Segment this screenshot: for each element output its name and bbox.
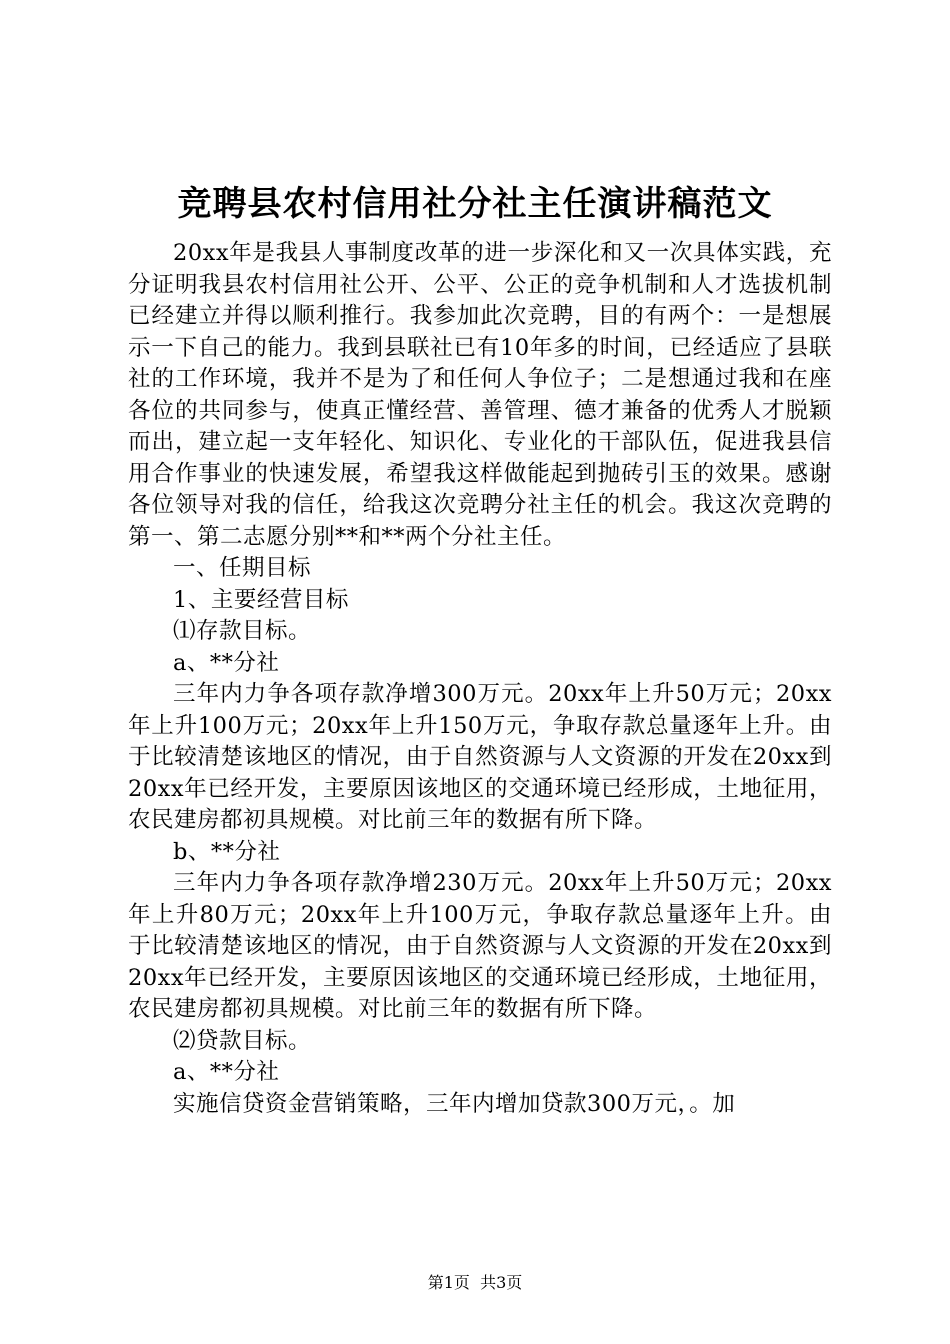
page-footer <box>0 1272 950 1294</box>
subheading-loan-branch-a: a、**分社 <box>173 1059 280 1085</box>
heading-term-goals: 一、任期目标 <box>173 555 312 581</box>
page-total: 共3页 <box>480 1273 523 1292</box>
document-body <box>128 238 832 1120</box>
paragraph-branch-a-deposits: 三年内力争各项存款净增300万元。20xx年上升50万元；20xx年上升100万元；20xx年上升150万元，争取存款总量逐年上升。由于比较清楚该地区的情况，由于自然资源与人文资源的开发在20xx到20xx年已经开发，主要原因该地区的交通环境已经形成，土地征用，农民建房都初具规模。对比前三年的数据有所下降。 <box>128 681 832 833</box>
heading-loan-goals: ⑵贷款目标。 <box>173 1027 312 1054</box>
heading-business-goals: 1、主要经营目标 <box>173 586 349 613</box>
subheading-branch-a: a、**分社 <box>173 649 280 676</box>
heading-deposit-goals: ⑴存款目标。 <box>173 618 312 644</box>
paragraph-loan-branch-a: 实施信贷资金营销策略，三年内增加贷款300万元，。加 <box>173 1090 736 1117</box>
document-title: 竞聘县农村信用社分社主任演讲稿范文 <box>177 184 773 224</box>
page-number: 第1页 <box>427 1273 470 1292</box>
paragraph-intro: 20xx年是我县人事制度改革的进一步深化和又一次具体实践，充分证明我县农村信用社公开、公平、公正的竞争机制和人才选拔机制已经建立并得以顺利推行。我参加此次竞聘，目的有两个：一是想展示一下自己的能力。我到县联社已有10年多的时间，已经适应了县联社的工作环境，我并不是为了和任何人争位子；二是想通过我和在座各位的共同参与，使真正懂经营、善管理、德才兼备的优秀人才脱颖而出，建立起一支年轻化、知识化、专业化的干部队伍，促进我县信用合作事业的快速发展，希望我这样做能起到抛砖引玉的效果。感谢各位领导对我的信任，给我这次竞聘分社主任的机会。我这次竞聘的第一、第二志愿分别**和**两个分社主任。 <box>128 240 832 550</box>
paragraph-branch-b-deposits: 三年内力争各项存款净增230万元。20xx年上升50万元；20xx年上升80万元；20xx年上升100万元，争取存款总量逐年上升。由于比较清楚该地区的情况，由于自然资源与人文资源的开发在20xx到20xx年已经开发，主要原因该地区的交通环境已经形成，土地征用，农民建房都初具规模。对比前三年的数据有所下降。 <box>128 870 832 1022</box>
subheading-branch-b: b、**分社 <box>173 838 281 865</box>
